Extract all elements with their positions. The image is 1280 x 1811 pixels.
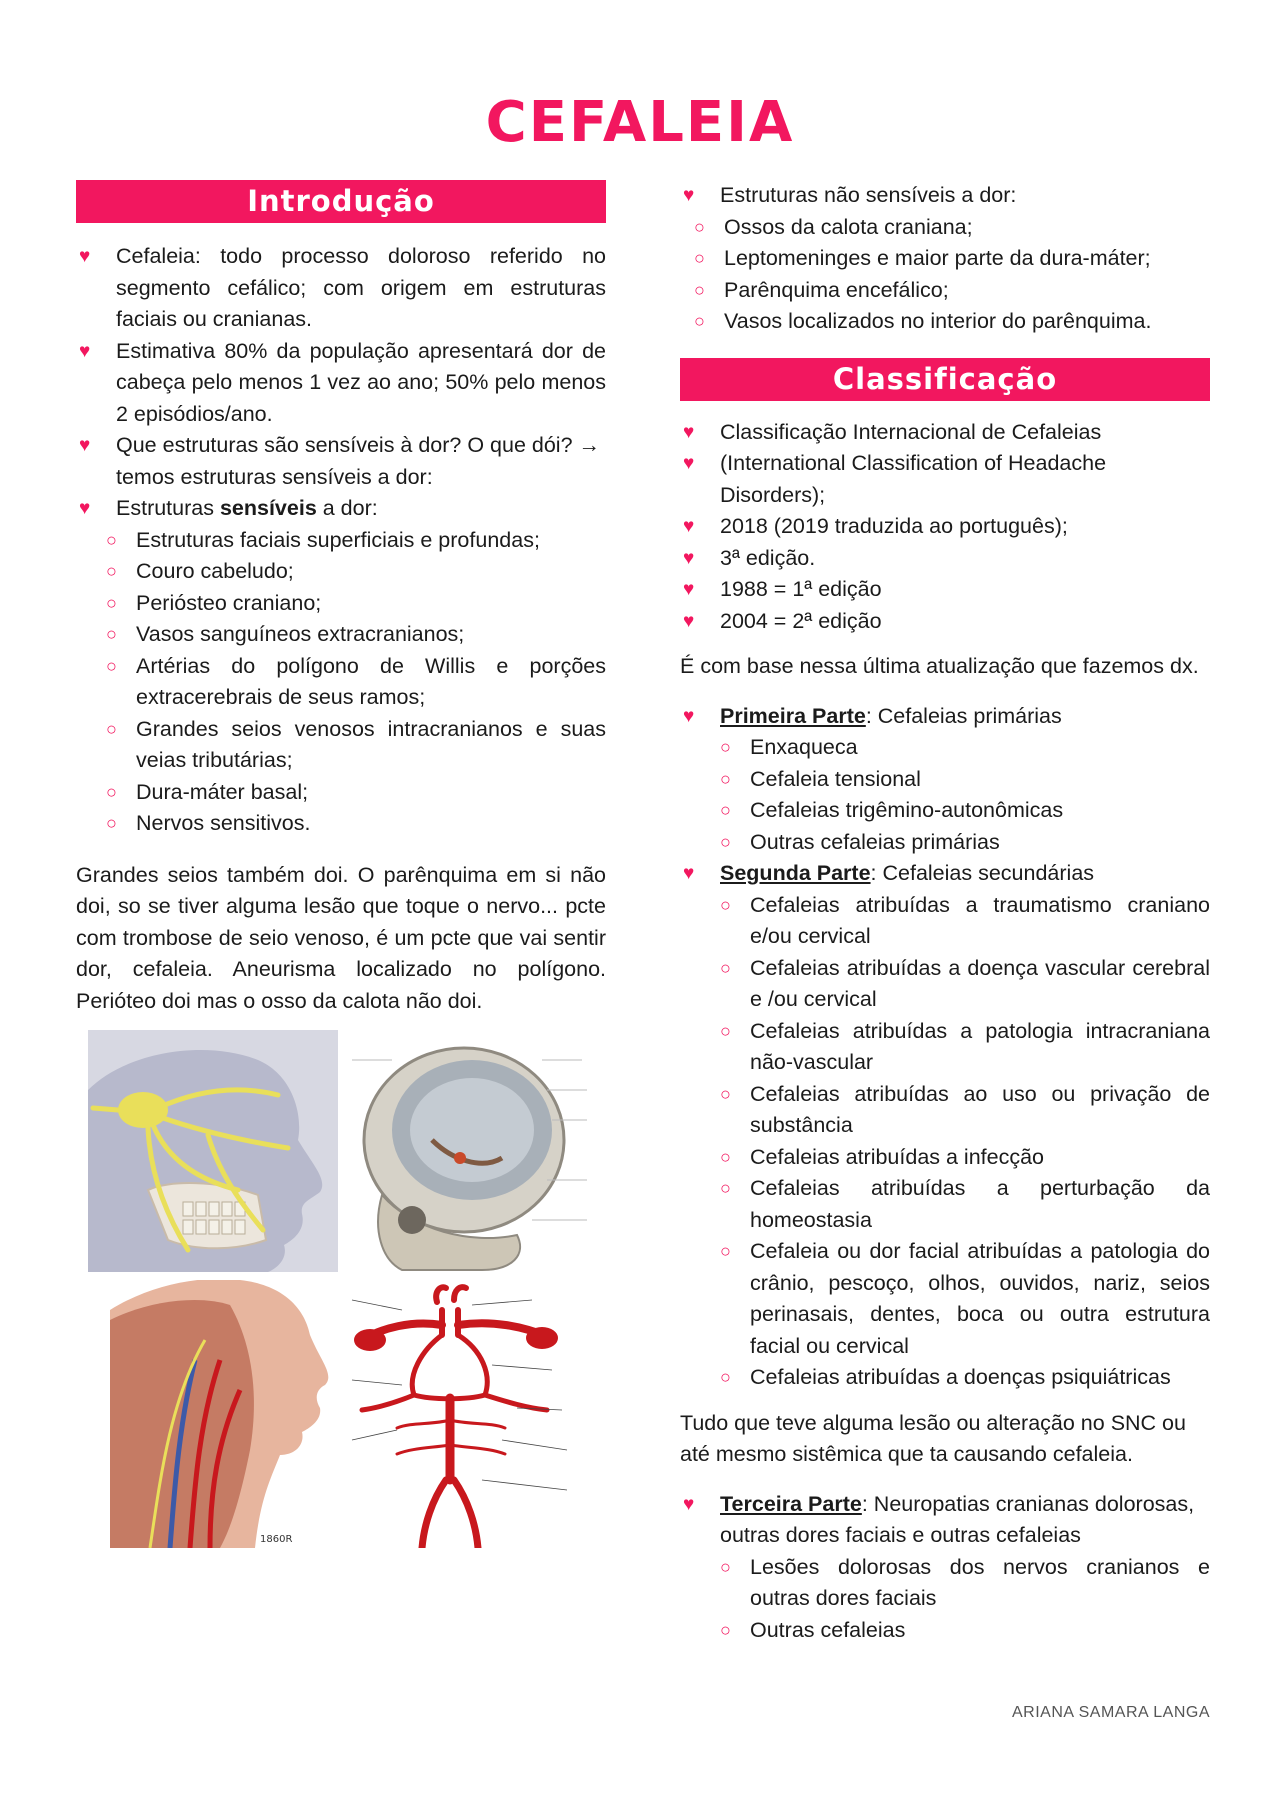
circle-bullet-icon: ○ xyxy=(720,1619,731,1640)
part-items-list xyxy=(720,1552,1210,1647)
circle-bullet-icon: ○ xyxy=(720,768,731,789)
list-item: ○ Cefaleia ou dor facial atribuídas a patologia do crânio, pescoço, olhos, ouvidos, nariz, seios perinasais, dentes, boca ou outra estrutura facial ou cervical xyxy=(720,1236,1210,1362)
list-item: ♥ Primeira Parte: Cefaleias primárias ○ Enxaqueca ○ Cefaleia tensional ○ Cefaleias trigêmino-autonômicas ○ Outras cefaleias primárias xyxy=(680,701,1210,859)
author-footer: ARIANA SAMARA LANGA xyxy=(1011,1704,1210,1721)
snc-paragraph: Tudo que teve alguma lesão ou alteração no SNC ou até mesmo sistêmica que ta causando cefaleia. xyxy=(680,1410,1186,1466)
skull-dura-figure xyxy=(342,1030,592,1272)
intro-list xyxy=(76,241,606,840)
circle-bullet-icon: ○ xyxy=(106,529,117,550)
list-item: ♥ 1988 = 1ª edição xyxy=(680,574,1210,606)
circle-bullet-icon: ○ xyxy=(720,1083,731,1104)
list-item: ○ Cefaleias atribuídas a traumatismo craniano e/ou cervical xyxy=(720,890,1210,953)
list-item: ○ Nervos sensitivos. xyxy=(106,808,606,840)
circle-bullet-icon: ○ xyxy=(106,813,117,833)
list-item: ○ Cefaleias atribuídas a doenças psiquiátricas xyxy=(720,1362,1210,1394)
list-item: ○ Outras cefaleias xyxy=(720,1615,1210,1647)
circle-bullet-icon: ○ xyxy=(720,1146,731,1167)
circle-bullet-icon: ○ xyxy=(720,800,731,820)
trigeminal-nerve-figure xyxy=(88,1030,338,1272)
third-part-list xyxy=(680,1489,1210,1647)
heart-bullet-icon: ♥ xyxy=(683,421,695,443)
list-item: ♥ (International Classification of Headache Disorders); xyxy=(680,448,1210,511)
list-item: ○ Parênquima encefálico; xyxy=(694,275,1210,307)
heart-bullet-icon: ♥ xyxy=(683,705,695,727)
circle-bullet-icon: ○ xyxy=(720,957,731,978)
right-column xyxy=(680,180,1210,1646)
left-column xyxy=(76,180,606,1017)
list-item: ○ Vasos sanguíneos extracranianos; xyxy=(106,619,606,651)
parts-list xyxy=(680,701,1210,1394)
list-item: ♥ Terceira Parte: Neuropatias cranianas dolorosas, outras dores faciais e outras cefaleias ○ Lesões dolorosas dos nervos cranianos e outras dores faciais ○ Outras cefaleias xyxy=(680,1489,1210,1647)
list-item: ○ Estruturas faciais superficiais e profundas; xyxy=(106,525,606,557)
circle-bullet-icon: ○ xyxy=(106,624,117,644)
list-item: ♥ Cefaleia: todo processo doloroso referido no segmento cefálico; com origem em estruturas faciais ou cranianas. xyxy=(76,241,606,336)
list-item: ♥ Classificação Internacional de Cefaleias xyxy=(680,417,1210,449)
heart-bullet-icon: ♥ xyxy=(79,340,91,362)
circle-bullet-icon: ○ xyxy=(720,1241,731,1261)
list-item: ○ Grandes seios venosos intracranianos e suas veias tributárias; xyxy=(106,714,606,777)
heart-bullet-icon: ♥ xyxy=(683,185,695,206)
part-items-list xyxy=(720,732,1210,858)
circle-bullet-icon: ○ xyxy=(720,894,731,915)
list-item: ♥ Estimativa 80% da população apresentará dor de cabeça pelo menos 1 vez ao ano; 50% pelo menos 2 episódios/ano. xyxy=(76,336,606,431)
heart-bullet-icon: ♥ xyxy=(79,246,91,267)
list-item: ○ Dura-máter basal; xyxy=(106,777,606,809)
list-item: ♥ 2018 (2019 traduzida ao português); xyxy=(680,511,1210,543)
list-item: ○ Cefaleias atribuídas a patologia intracraniana não-vascular xyxy=(720,1016,1210,1079)
list-item: ○ Artérias do polígono de Willis e porções extracerebrais de seus ramos; xyxy=(106,651,606,714)
circle-bullet-icon: ○ xyxy=(106,592,117,613)
heart-bullet-icon: ♥ xyxy=(79,435,91,456)
list-item: ♥ Que estruturas são sensíveis à dor? O que dói? → temos estruturas sensíveis a dor: xyxy=(76,430,606,493)
heart-bullet-icon: ♥ xyxy=(683,547,695,569)
list-item: ○ Leptomeninges e maior parte da dura-máter; xyxy=(694,243,1210,275)
circle-bullet-icon: ○ xyxy=(694,279,705,300)
intro-heading: Introdução xyxy=(76,180,606,223)
list-item: ○ Couro cabeludo; xyxy=(106,556,606,588)
list-item: ♥ Estruturas não sensíveis a dor: ○ Ossos da calota craniana; ○ Leptomeninges e maior parte da dura-máter; ○ Parênquima encefálico; ○ Vasos localizados no interior do parênquima. xyxy=(680,180,1210,338)
list-item: ○ Ossos da calota craniana; xyxy=(694,212,1210,244)
heart-bullet-icon: ♥ xyxy=(79,498,91,519)
classification-paragraph: É com base nessa última atualização que fazemos dx. xyxy=(680,654,1199,678)
nonsensitive-list xyxy=(680,180,1210,338)
list-item: ○ Cefaleias atribuídas a perturbação da homeostasia xyxy=(720,1173,1210,1236)
circle-bullet-icon: ○ xyxy=(720,1367,731,1387)
list-item: ♥ 2004 = 2ª edição xyxy=(680,606,1210,638)
list-item: ♥ 3ª edição. xyxy=(680,543,1210,575)
list-item: ○ Enxaqueca xyxy=(720,732,1210,764)
classification-list xyxy=(680,417,1210,638)
circle-bullet-icon: ○ xyxy=(106,655,117,676)
heart-bullet-icon: ♥ xyxy=(683,453,695,474)
list-item: ♥ Estruturas sensíveis a dor: ○ Estruturas faciais superficiais e profundas; ○ Couro cabeludo; ○ Periósteo craniano; ○ Vasos sanguíneos extracranianos; ○ Artérias do polígono de Willis e porções extracerebrais de seus ramos; ○ Grandes seios venosos intracranianos e suas veias tributárias; ○ Dura-máter basal; ○ Nervos sensitivos. xyxy=(76,493,606,840)
list-item: ○ Cefaleias atribuídas a doença vascular cerebral e /ou cervical xyxy=(720,953,1210,1016)
circle-bullet-icon: ○ xyxy=(694,311,705,331)
heart-bullet-icon: ♥ xyxy=(683,1493,695,1515)
list-item: ○ Cefaleia tensional xyxy=(720,764,1210,796)
circle-bullet-icon: ○ xyxy=(720,831,731,852)
circle-bullet-icon: ○ xyxy=(720,1020,731,1041)
heart-bullet-icon: ♥ xyxy=(683,579,695,600)
circle-bullet-icon: ○ xyxy=(720,1556,731,1577)
page-title: CEFALEIA xyxy=(485,90,795,155)
list-item: ○ Lesões dolorosas dos nervos cranianos e outras dores faciais xyxy=(720,1552,1210,1615)
list-item: ○ Cefaleias atribuídas ao uso ou privação de substância xyxy=(720,1079,1210,1142)
list-item: ○ Outras cefaleias primárias xyxy=(720,827,1210,859)
list-item: ○ Cefaleias trigêmino-autonômicas xyxy=(720,795,1210,827)
intro-paragraph: Grandes seios também doi. O parênquima em si não doi, so se tiver alguma lesão que toque o nervo... pcte com trombose de seio venoso, é um pcte que vai sentir dor, cefaleia. Aneurisma localizado no polígono. Perióteo doi mas o osso da calota não doi. xyxy=(76,862,606,1013)
circle-bullet-icon: ○ xyxy=(106,561,117,581)
figure-label: 1860R xyxy=(260,1534,293,1545)
list-item: ○ Cefaleias atribuídas a infecção xyxy=(720,1142,1210,1174)
circle-of-willis-figure xyxy=(342,1280,592,1548)
list-item: ○ Vasos localizados no interior do parênquima. xyxy=(694,306,1210,338)
circle-bullet-icon: ○ xyxy=(720,1178,731,1198)
circle-bullet-icon: ○ xyxy=(106,718,117,739)
part-items-list xyxy=(720,890,1210,1394)
heart-bullet-icon: ♥ xyxy=(683,610,695,632)
heart-bullet-icon: ♥ xyxy=(683,516,695,537)
circle-bullet-icon: ○ xyxy=(106,781,117,802)
neck-vessels-figure xyxy=(110,1280,342,1548)
circle-bullet-icon: ○ xyxy=(694,216,705,237)
nonsensitive-structures-list xyxy=(694,212,1210,338)
circle-bullet-icon: ○ xyxy=(720,737,731,757)
sensitive-structures-list xyxy=(106,525,606,840)
list-item: ♥ Segunda Parte: Cefaleias secundárias ○ Cefaleias atribuídas a traumatismo craniano e/ou cervical ○ Cefaleias atribuídas a doença vascular cerebral e /ou cervical ○ Cefaleias atribuídas a patologia intracraniana não-vascular ○ Cefaleias atribuídas ao uso ou privação de substância ○ Cefaleias atribuídas a infecção ○ Cefaleias atribuídas a perturbação da homeostasia ○ Cefaleia ou dor facial atribuídas a patologia do crânio, pescoço, olhos, ouvidos, nariz, seios perinasais, dentes, boca ou outra estrutura facial ou cervical ○ Cefaleias atribuídas a doenças psiquiátricas xyxy=(680,858,1210,1394)
heart-bullet-icon: ♥ xyxy=(683,863,695,884)
classification-heading: Classificação xyxy=(680,358,1210,401)
circle-bullet-icon: ○ xyxy=(694,248,705,268)
list-item: ○ Periósteo craniano; xyxy=(106,588,606,620)
